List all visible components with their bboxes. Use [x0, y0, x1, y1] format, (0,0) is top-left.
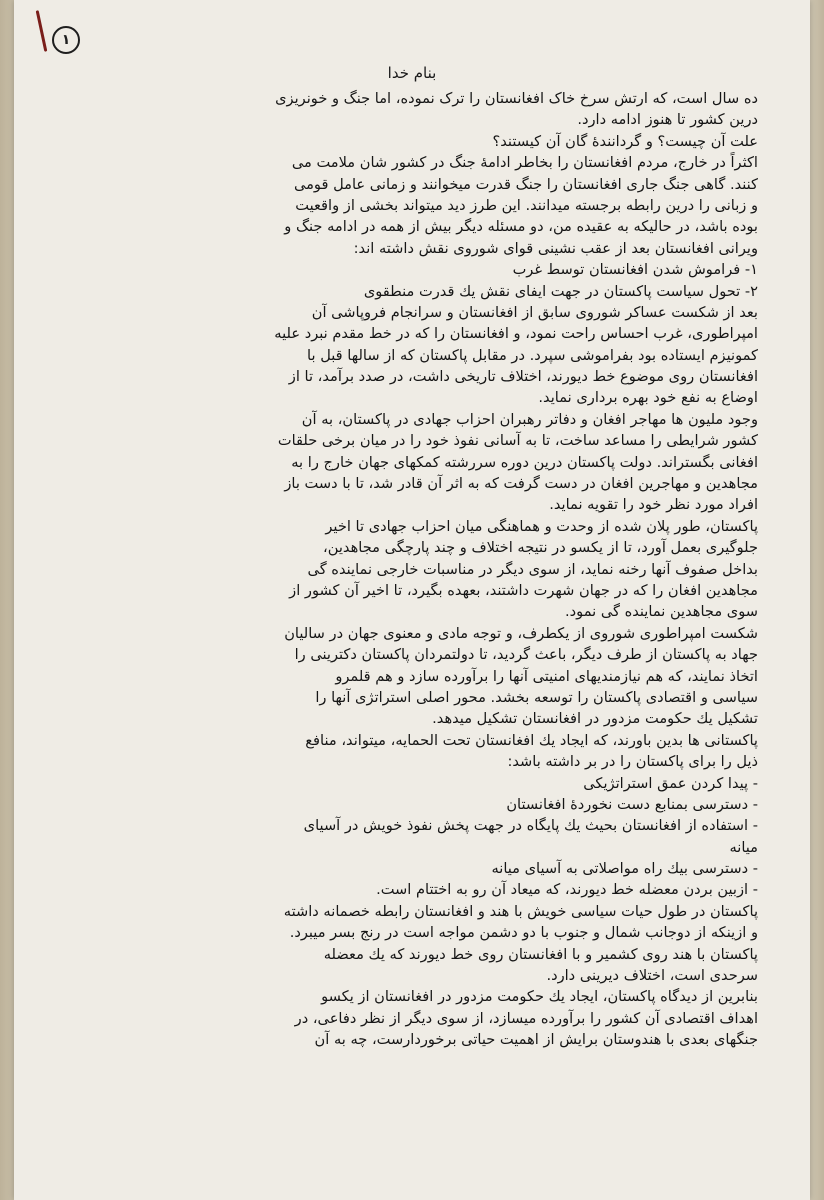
body-line: افراد مورد نظر خود را تقویه نماید.: [549, 496, 758, 514]
body-line: افغانی بگستراند. دولت پاکستان درین دوره سررشته کمکهای جهان خارج را به: [291, 453, 758, 471]
body-line: بوده باشد، در حالیکه به عقیده من، دو مسئله دیگر بیش از همه در ادامه جنگ و: [284, 218, 758, 236]
body-line: اهداف اقتصادی آن کشور را برآورده میسازد، از سوی دیگر از نظر دفاعی، در: [294, 1009, 758, 1027]
body-line: کمونیزم ایستاده بود بفراموشی سپرد. در مقابل پاکستان که از سالها قبل با: [307, 346, 758, 364]
body-line: سرحدی است، اختلاف دیرینی دارد.: [546, 967, 758, 985]
body-line: مجاهدین و مهاجرین افغان در دست گرفت که به اثر آن قادر شد، تا با دست باز: [284, 475, 758, 493]
body-line: بداخل صفوف آنها رخنه نماید، از سوی دیگر در مناسبات خارجی نماینده گی: [307, 560, 758, 578]
list-item: - دسترسی بمنابع دست نخوردهٔ افغانستان: [506, 795, 758, 813]
body-line: اوضاع به نفع خود بهره برداری نماید.: [538, 389, 758, 407]
body-line: شکست امپراطوری شوروی از یکطرف، و توجه مادی و معنوی جهان در سالیان: [284, 624, 758, 642]
body-line: کنند. گاهی جنگ جاری افغانستان را جنگ قدرت میخوانند و زمانی عامل قومی: [293, 175, 758, 193]
body-line: میانه: [729, 838, 758, 856]
body-line: سوی مجاهدین نماینده گی نمود.: [565, 603, 758, 621]
body-line: جهاد به پاکستان از طرف دیگر، باعث گردید، تا دولتمردان پاکستان دکترینی را: [294, 646, 758, 664]
body-line: جلوگیری بعمل آورد، تا از یکسو در نتیجه اختلاف و چند پارچگی مجاهدین،: [323, 539, 758, 557]
body-line: علت آن چیست؟ و گردانندهٔ گان آن کیستند؟: [492, 132, 758, 150]
body-line: پاکستان، طور پلان شده از وحدت و هماهنگی میان احزاب جهادی تا اخیر: [325, 517, 758, 535]
body-line: مجاهدین افغان را که در جهان شهرت داشتند، بعهده بگیرد، تا اخیر آن کشور از: [289, 581, 758, 599]
body-line: ده سال است، که ارتش سرخ خاک افغانستان را ترک نموده، اما جنگ و خونریزی: [275, 90, 758, 107]
document-page: [14, 0, 810, 1200]
body-line: ذیل را برای پاکستان را در بر داشته باشد:: [507, 753, 758, 771]
body-line: بعد از شکست عساکر شوروی سابق از افغانستان و سرانجام فروپاشی آن: [311, 303, 758, 321]
body-line: پاکستان با هند روی کشمیر و با افغانستان روی خط دیورند که یك معضله: [323, 945, 758, 963]
body-line: امپراطوری، غرب احساس راحت نمود، و افغانستان را که در خط مقدم نبرد علیه: [274, 325, 758, 343]
list-item: - ازبین بردن معضله خط دیورند، که میعاد آن رو به اختتام است.: [376, 881, 758, 899]
list-item: ۲- تحول سیاست پاکستان در جهت ایفای نقش یك قدرت منطقوی: [363, 282, 758, 300]
body-line: جنگهای بعدی با هندوستان برایش از اهمیت حیاتی برخوردارست، چه به آن: [314, 1031, 758, 1049]
body-line: وجود ملیون ها مهاجر افغان و دفاتر رهبران احزاب جهادی در پاکستان، به آن: [301, 410, 758, 428]
body-line: ویرانی افغانستان بعد از عقب نشینی قوای شوروی نقش داشته اند:: [353, 239, 758, 257]
list-item: - پیدا کردن عمق استراتژیکی: [583, 774, 758, 792]
body-line: کشور شرایطی را مساعد ساخت، تا به آسانی نفوذ خود را در میان برخی حلقات: [277, 432, 758, 450]
body-line: سیاسی و اقتصادی پاکستان را توسعه بخشد. محور اصلی استراتژی آنها را: [315, 688, 758, 706]
body-line: اکثراً در خارج، مردم افغانستان را بخاطر ادامهٔ جنگ در کشور شان ملامت می: [291, 154, 758, 172]
body-line: پاکستانی ها بدین باورند، که ایجاد یك افغانستان تحت الحمایه، میتواند، منافع: [305, 731, 758, 749]
body-line: و ازینکه از دوجانب شمال و جنوب با دو دشمن مواجه است در رنج بسر میبرد.: [289, 924, 758, 942]
document-body: [118, 88, 758, 1051]
body-line: درین کشور تا هنوز ادامه دارد.: [577, 111, 758, 129]
body-line: بنابرین از دیدگاه پاکستان، ایجاد یك حکومت مزدور در افغانستان از یکسو: [321, 988, 758, 1006]
red-pen-mark: [36, 10, 48, 52]
page-number-mark: [32, 8, 80, 54]
body-line: اتخاذ نمایند، که هم نیازمندیهای امنیتی آنها را برآورده سازد و هم قلمرو: [335, 667, 758, 685]
body-line: پاکستان در طول حیات سیاسی خویش با هند و افغانستان رابطه خصمانه داشته: [283, 902, 758, 920]
page-number: ۱: [52, 26, 80, 54]
list-item: ۱- فراموش شدن افغانستان توسط غرب: [512, 261, 758, 279]
body-line: افغانستان روی موضوع خط دیورند، اختلاف تاریخی داشت، در صدد برآمد، تا از: [288, 368, 758, 386]
body-line: و زبانی را درین رابطه برجسته میدانند. این طرز دید میتواند بخشی از واقعیت: [295, 196, 758, 214]
list-item: - استفاده از افغانستان بحیث یك پایگاه در جهت پخش نفوذ خویش در آسیای: [303, 817, 758, 835]
body-line: تشکیل یك حکومت مزدور در افغانستان تشکیل میدهد.: [432, 710, 758, 728]
document-title: بنام خدا: [387, 64, 437, 82]
list-item: - دسترسی بیك راه مواصلاتی به آسیای میانه: [491, 860, 758, 878]
